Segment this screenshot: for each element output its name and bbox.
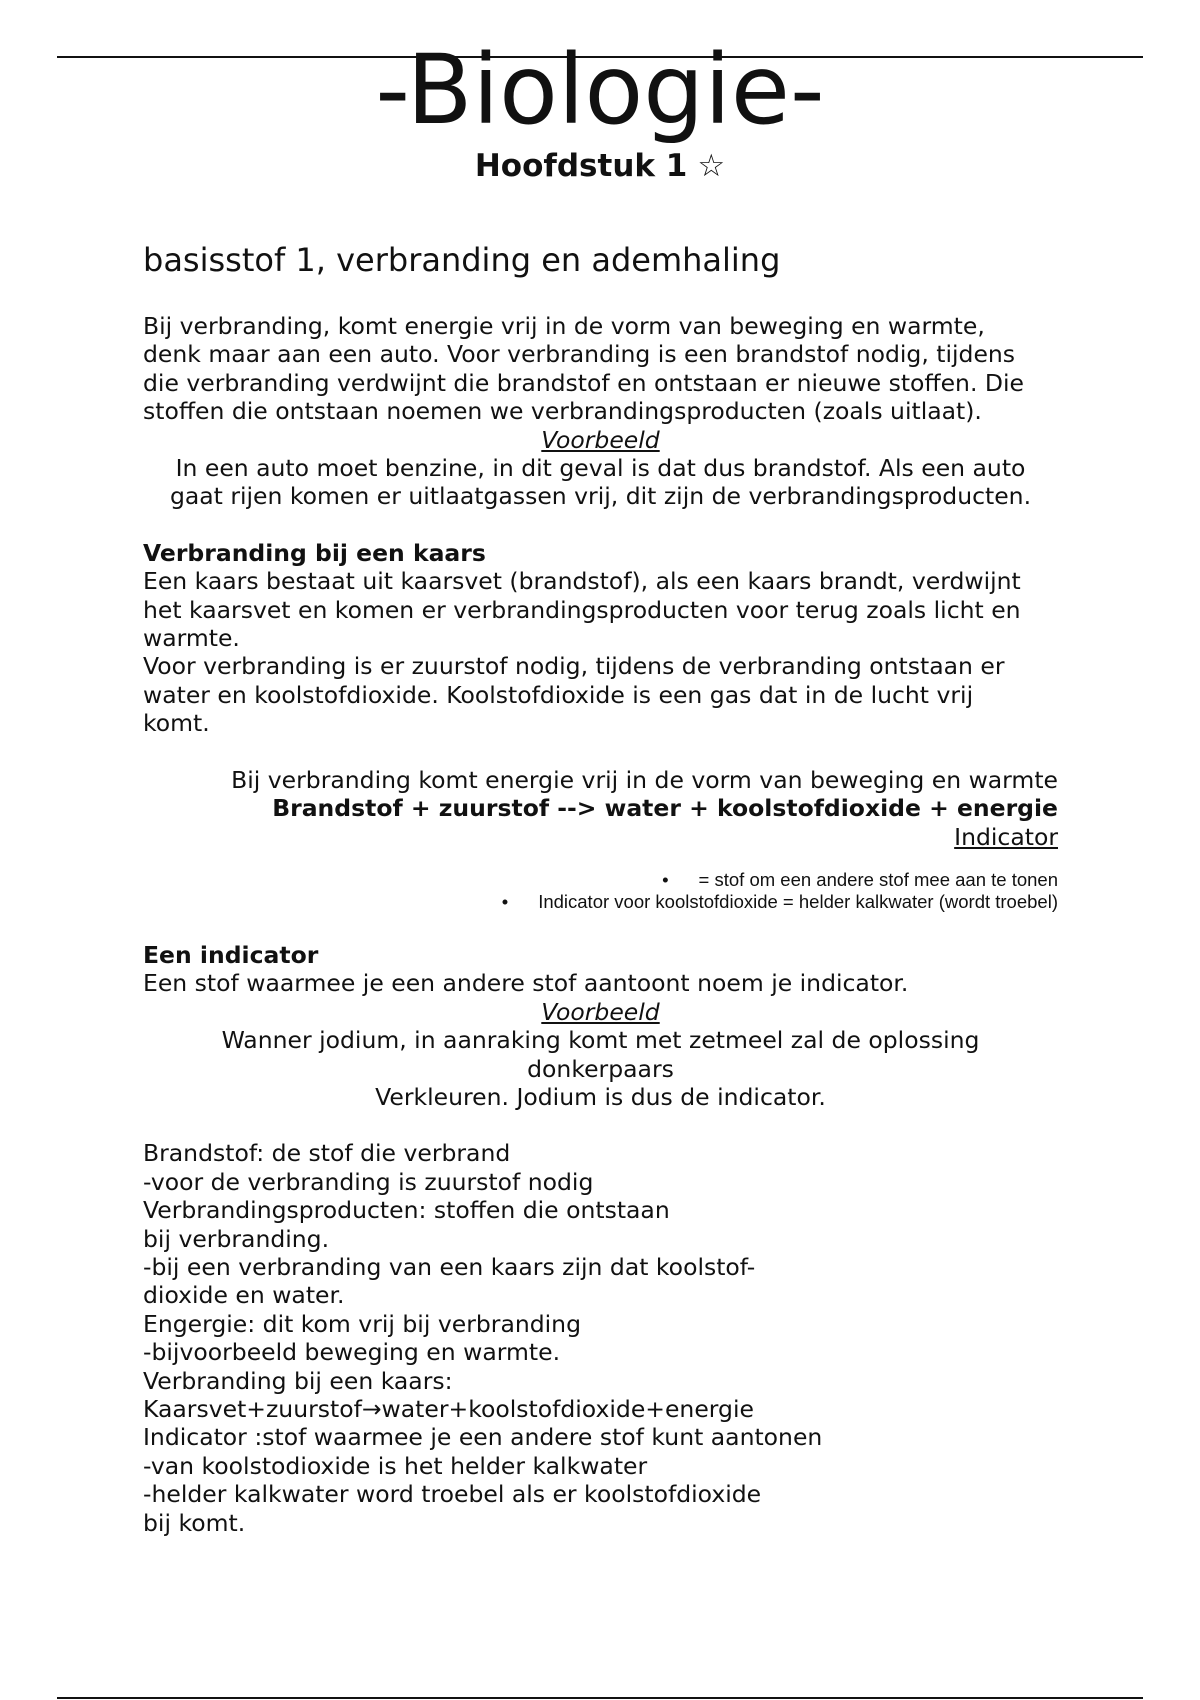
summary-line: Bij verbranding komt energie vrij in de vorm van beweging en warmte xyxy=(231,765,1058,794)
note-line: -bijvoorbeeld beweging en warmte. xyxy=(143,1338,561,1367)
bullet-icon: • xyxy=(501,890,509,912)
note-line: Engergie: dit kom vrij bij verbranding xyxy=(143,1309,581,1338)
note-line: -helder kalkwater word troebel als er koolstofdioxide xyxy=(143,1480,762,1509)
combustion-equation: Brandstof + zuurstof --> water + koolstofdioxide + energie xyxy=(272,794,1058,823)
list-item xyxy=(143,869,1058,891)
note-line: -bij een verbranding van een kaars zijn dat koolstof- xyxy=(143,1252,756,1281)
note-line: dioxide en water. xyxy=(143,1281,345,1310)
note-line: bij komt. xyxy=(143,1508,246,1537)
document-body xyxy=(143,240,1058,1537)
candle-line: het kaarsvet en komen er verbrandingsproducten voor terug zoals licht en xyxy=(143,595,1021,624)
indicator-definition: Een stof waarmee je een andere stof aantoont noem je indicator. xyxy=(143,969,909,998)
intro-line: stoffen die ontstaan noemen we verbrandingsproducten (zoals uitlaat). xyxy=(143,397,982,426)
example-line: Verkleuren. Jodium is dus de indicator. xyxy=(375,1082,826,1111)
note-line: -van koolstodioxide is het helder kalkwater xyxy=(143,1451,648,1480)
intro-paragraph xyxy=(143,312,1058,426)
indicator-heading: Een indicator xyxy=(143,940,319,969)
candle-line: Een kaars bestaat uit kaarsvet (brandstof), als een kaars brandt, verdwijnt xyxy=(143,567,1021,596)
candle-line: Voor verbranding is er zuurstof nodig, tijdens de verbranding ontstaan er xyxy=(143,652,1005,681)
chapter-subtitle xyxy=(0,146,1200,186)
example-line: Wanner jodium, in aanraking komt met zetmeel zal de oplossing xyxy=(221,1026,980,1055)
indicator-bullet-list xyxy=(143,869,1058,913)
candle-heading: Verbranding bij een kaars xyxy=(143,538,486,567)
example-label: Voorbeeld xyxy=(541,997,660,1026)
bullet-text: = stof om een andere stof mee aan te tonen xyxy=(698,868,1058,890)
list-item xyxy=(143,891,1058,913)
bottom-rule xyxy=(57,1697,1143,1699)
example-line: In een auto moet benzine, in dit geval is dat dus brandstof. Als een auto xyxy=(175,454,1026,483)
candle-line: komt. xyxy=(143,709,210,738)
note-line: Indicator :stof waarmee je een andere stof kunt aantonen xyxy=(143,1423,823,1452)
indicator-example xyxy=(143,1026,1058,1111)
candle-line: water en koolstofdioxide. Koolstofdioxide is een gas dat in de lucht vrij xyxy=(143,680,974,709)
note-line: bij verbranding. xyxy=(143,1224,330,1253)
intro-line: die verbranding verdwijnt die brandstof en ontstaan er nieuwe stoffen. Die xyxy=(143,368,1024,397)
bullet-icon: • xyxy=(662,868,669,890)
example-line: gaat rijen komen er uitlaatgassen vrij, dit zijn de verbrandingsproducten. xyxy=(169,482,1032,511)
notes-list xyxy=(143,1139,1058,1537)
example-label: Voorbeeld xyxy=(541,425,660,454)
document-title: -Biologie- xyxy=(375,34,825,146)
star-outline-icon: ☆ xyxy=(697,148,726,184)
intro-line: Bij verbranding, komt energie vrij in de vorm van beweging en warmte, xyxy=(143,312,985,340)
indicator-label: Indicator xyxy=(954,822,1058,851)
note-line: Verbranding bij een kaars: xyxy=(143,1366,453,1395)
note-line: -voor de verbranding is zuurstof nodig xyxy=(143,1167,594,1196)
note-line: Verbrandingsproducten: stoffen die ontstaan xyxy=(143,1196,670,1225)
example-line: donkerpaars xyxy=(527,1054,674,1083)
bullet-text: Indicator voor koolstofdioxide = helder kalkwater (wordt troebel) xyxy=(538,890,1058,912)
intro-line: denk maar aan een auto. Voor verbranding is een brandstof nodig, tijdens xyxy=(143,340,1016,369)
note-line: Kaarsvet+zuurstof→water+koolstofdioxide+energie xyxy=(143,1395,754,1423)
candle-paragraph xyxy=(143,567,1058,737)
candle-line: warmte. xyxy=(143,624,240,653)
section-heading: basisstof 1, verbranding en ademhaling xyxy=(143,241,781,279)
note-line: Brandstof: de stof die verbrand xyxy=(143,1139,511,1168)
chapter-subtitle-text: Hoofdstuk 1 xyxy=(474,148,688,184)
summary-block xyxy=(143,766,1058,851)
example-paragraph xyxy=(143,454,1058,511)
